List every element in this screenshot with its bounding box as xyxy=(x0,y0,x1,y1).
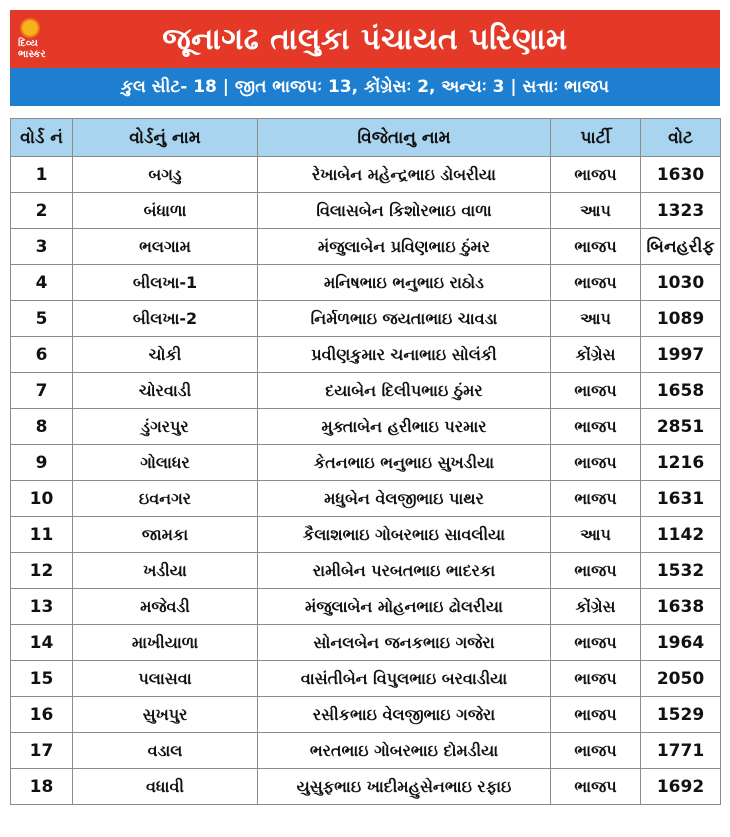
ward-no-cell: 12 xyxy=(11,553,73,589)
col-votes: વોટ xyxy=(641,119,721,157)
votes-cell: 1089 xyxy=(641,301,721,337)
logo-line-2: ભાસ્કર xyxy=(18,49,46,60)
table-row xyxy=(11,517,721,553)
ward-name-cell: મજેવડી xyxy=(73,589,258,625)
ward-name-cell: વધાવી xyxy=(73,769,258,805)
table-body xyxy=(11,157,721,805)
table-row xyxy=(11,661,721,697)
table-row xyxy=(11,193,721,229)
ward-no-cell: 11 xyxy=(11,517,73,553)
table-row xyxy=(11,553,721,589)
table-row xyxy=(11,769,721,805)
party-cell: ભાજપ xyxy=(551,769,641,805)
table-row xyxy=(11,445,721,481)
ward-name-cell: બગડુ xyxy=(73,157,258,193)
ward-no-cell: 5 xyxy=(11,301,73,337)
winner-name-cell: દયાબેન દિલીપભાઇ ઠુંમર xyxy=(258,373,551,409)
votes-cell: 1529 xyxy=(641,697,721,733)
winner-name-cell: મંજુલાબેન મોહનભાઇ ઢોલરીયા xyxy=(258,589,551,625)
winner-name-cell: વિલાસબેન કિશોરભાઇ વાળા xyxy=(258,193,551,229)
table-row xyxy=(11,373,721,409)
sun-icon xyxy=(22,20,38,36)
votes-cell: 2050 xyxy=(641,661,721,697)
party-cell: ભાજપ xyxy=(551,265,641,301)
winner-name-cell: કેતનભાઇ ભનુભાઇ સુખડીયા xyxy=(258,445,551,481)
winner-name-cell: મધુબેન વેલજીભાઇ પાથર xyxy=(258,481,551,517)
table-row xyxy=(11,301,721,337)
table-row xyxy=(11,733,721,769)
ward-name-cell: સુખપુર xyxy=(73,697,258,733)
winner-name-cell: મંજુલાબેન પ્રવિણભાઇ ઠુંમર xyxy=(258,229,551,265)
table-row xyxy=(11,157,721,193)
ward-name-cell: બીલખા-2 xyxy=(73,301,258,337)
ward-name-cell: ભલગામ xyxy=(73,229,258,265)
party-cell: ભાજપ xyxy=(551,373,641,409)
party-cell: ભાજપ xyxy=(551,553,641,589)
page-title: જૂનાગઢ તાલુકા પંચાયત પરિણામ xyxy=(162,21,568,57)
table-row xyxy=(11,697,721,733)
col-party: પાર્ટી xyxy=(551,119,641,157)
ward-no-cell: 16 xyxy=(11,697,73,733)
ward-name-cell: ખડીયા xyxy=(73,553,258,589)
table-row xyxy=(11,409,721,445)
ward-no-cell: 4 xyxy=(11,265,73,301)
party-cell: ભાજપ xyxy=(551,733,641,769)
col-ward-no: વોર્ડ નં xyxy=(11,119,73,157)
summary-bar: કુલ સીટ- 18 | જીત ભાજપઃ 13, કોંગ્રેસઃ 2, અન્યઃ 3 | સત્તાઃ ભાજપ xyxy=(10,68,720,106)
winner-name-cell: ભરતભાઇ ગોબરભાઇ દોમડીયા xyxy=(258,733,551,769)
ward-name-cell: માખીયાળા xyxy=(73,625,258,661)
ward-no-cell: 10 xyxy=(11,481,73,517)
votes-cell: 1692 xyxy=(641,769,721,805)
votes-cell: 1997 xyxy=(641,337,721,373)
votes-cell: 1658 xyxy=(641,373,721,409)
winner-name-cell: સોનલબેન જનકભાઇ ગજેરા xyxy=(258,625,551,661)
votes-cell: 1532 xyxy=(641,553,721,589)
party-cell: ભાજપ xyxy=(551,409,641,445)
winner-name-cell: યુસુફભાઇ ખાદીમહુસેનભાઇ રફાઇ xyxy=(258,769,551,805)
party-cell: ભાજપ xyxy=(551,157,641,193)
ward-no-cell: 17 xyxy=(11,733,73,769)
ward-name-cell: ડુંગરપુર xyxy=(73,409,258,445)
ward-no-cell: 18 xyxy=(11,769,73,805)
votes-cell: 1964 xyxy=(641,625,721,661)
divya-bhaskar-logo xyxy=(18,18,64,60)
party-cell: ભાજપ xyxy=(551,661,641,697)
table-row xyxy=(11,265,721,301)
party-cell: કોંગ્રેસ xyxy=(551,337,641,373)
votes-cell: 2851 xyxy=(641,409,721,445)
col-ward-name: વોર્ડનું નામ xyxy=(73,119,258,157)
table-row xyxy=(11,589,721,625)
results-table xyxy=(10,118,721,805)
table-row xyxy=(11,625,721,661)
ward-no-cell: 1 xyxy=(11,157,73,193)
winner-name-cell: પ્રવીણકુમાર ચનાભાઇ સોલંકી xyxy=(258,337,551,373)
votes-cell: 1216 xyxy=(641,445,721,481)
ward-no-cell: 14 xyxy=(11,625,73,661)
ward-name-cell: જામકા xyxy=(73,517,258,553)
ward-no-cell: 2 xyxy=(11,193,73,229)
col-winner-name: વિજેતાનુ નામ xyxy=(258,119,551,157)
winner-name-cell: રસીકભાઇ વેલજીભાઇ ગજેરા xyxy=(258,697,551,733)
party-cell: કોંગ્રેસ xyxy=(551,589,641,625)
party-cell: ભાજપ xyxy=(551,697,641,733)
votes-cell: 1630 xyxy=(641,157,721,193)
votes-cell: 1771 xyxy=(641,733,721,769)
winner-name-cell: નિર્મળભાઇ જયતાભાઇ ચાવડા xyxy=(258,301,551,337)
winner-name-cell: મુક્તાબેન હરીભાઇ પરમાર xyxy=(258,409,551,445)
ward-no-cell: 7 xyxy=(11,373,73,409)
winner-name-cell: રેખાબેન મહેન્દ્રભાઇ ડોબરીયા xyxy=(258,157,551,193)
ward-no-cell: 3 xyxy=(11,229,73,265)
ward-name-cell: ગોલાધર xyxy=(73,445,258,481)
winner-name-cell: મનિષભાઇ ભનુભાઇ રાઠોડ xyxy=(258,265,551,301)
votes-cell: 1030 xyxy=(641,265,721,301)
votes-cell: બિનહરીફ xyxy=(641,229,721,265)
party-cell: ભાજપ xyxy=(551,229,641,265)
logo-line-1: દિવ્ય xyxy=(18,38,38,49)
ward-no-cell: 9 xyxy=(11,445,73,481)
ward-name-cell: ચોરવાડી xyxy=(73,373,258,409)
winner-name-cell: રામીબેન પરબતભાઇ ભાદરકા xyxy=(258,553,551,589)
party-cell: આપ xyxy=(551,301,641,337)
table-row xyxy=(11,229,721,265)
table-row xyxy=(11,337,721,373)
party-cell: ભાજપ xyxy=(551,481,641,517)
winner-name-cell: કૈલાશભાઇ ગોબરભાઇ સાવલીયા xyxy=(258,517,551,553)
ward-no-cell: 8 xyxy=(11,409,73,445)
ward-name-cell: પલાસવા xyxy=(73,661,258,697)
party-cell: ભાજપ xyxy=(551,445,641,481)
ward-name-cell: ચોકી xyxy=(73,337,258,373)
title-banner xyxy=(10,10,720,68)
ward-name-cell: બીલખા-1 xyxy=(73,265,258,301)
table-header-row xyxy=(11,119,721,157)
ward-name-cell: ઇવનગર xyxy=(73,481,258,517)
votes-cell: 1638 xyxy=(641,589,721,625)
ward-name-cell: બંધાળા xyxy=(73,193,258,229)
votes-cell: 1323 xyxy=(641,193,721,229)
ward-no-cell: 6 xyxy=(11,337,73,373)
party-cell: ભાજપ xyxy=(551,625,641,661)
table-row xyxy=(11,481,721,517)
ward-no-cell: 13 xyxy=(11,589,73,625)
party-cell: આપ xyxy=(551,517,641,553)
ward-no-cell: 15 xyxy=(11,661,73,697)
votes-cell: 1142 xyxy=(641,517,721,553)
winner-name-cell: વાસંતીબેન વિપુલભાઇ બરવાડીયા xyxy=(258,661,551,697)
ward-name-cell: વડાલ xyxy=(73,733,258,769)
votes-cell: 1631 xyxy=(641,481,721,517)
party-cell: આપ xyxy=(551,193,641,229)
